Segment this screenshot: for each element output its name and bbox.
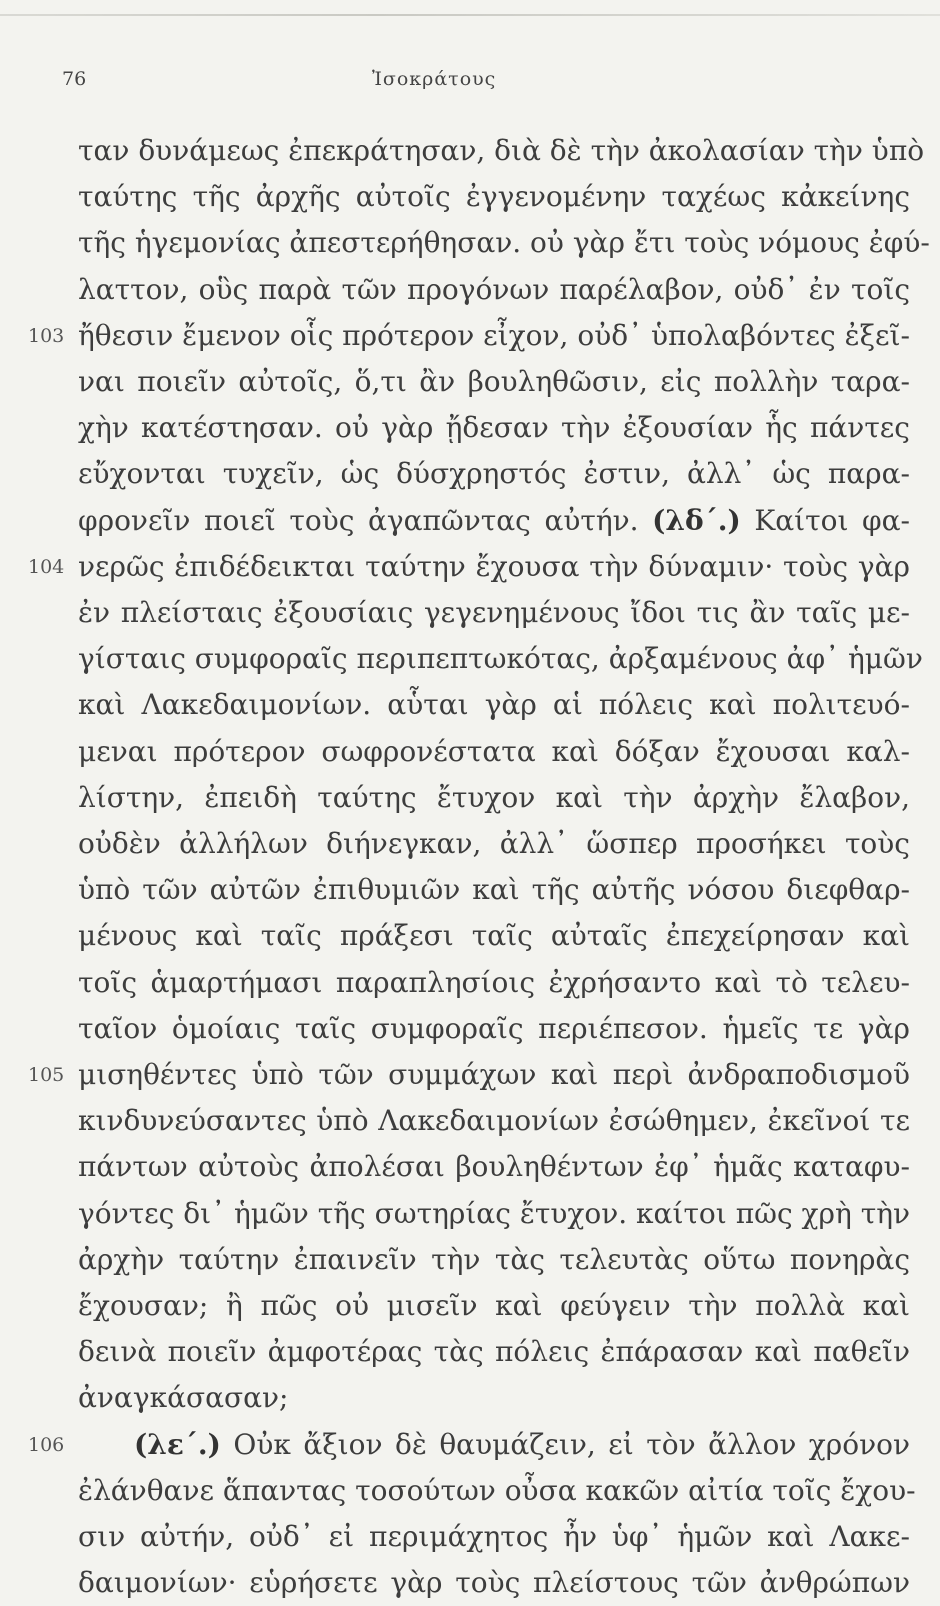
text-line-content: δεινὰ ποιεῖν ἀμφοτέρας τὰς πόλεις ἐπάρασαν καὶ παθεῖν (78, 1335, 910, 1368)
margin-section-number: 103 (28, 325, 65, 347)
text-line (78, 1514, 910, 1560)
text-line-content: γόντες δι᾽ ἡμῶν τῆς σωτηρίας ἔτυχον. καίτοι πῶς χρὴ τὴν (78, 1197, 910, 1230)
page-number: 76 (62, 68, 87, 90)
text-line (78, 1422, 910, 1468)
text-line-content: ἐν πλείσταις ἐξουσίαις γεγενημένους ἴδοι τις ἂν ταῖς με- (78, 596, 910, 629)
text-line (78, 636, 923, 682)
text-line (78, 729, 910, 775)
text-line (78, 682, 910, 728)
text-line-content: οὐδὲν ἀλλήλων διήνεγκαν, ἀλλ᾽ ὥσπερ προσήκει τοὺς (78, 827, 910, 860)
top-edge-rule (0, 14, 940, 16)
text-line-content: λαττον, οὓς παρὰ τῶν προγόνων παρέλαβον, οὐδ᾽ ἐν τοῖς (78, 273, 910, 306)
text-line (78, 1329, 910, 1375)
margin-section-number: 104 (28, 556, 65, 578)
text-line (78, 1375, 910, 1421)
text-line-content: ὑπὸ τῶν αὐτῶν ἐπιθυμιῶν καὶ τῆς αὐτῆς νόσου διεφθαρ- (78, 873, 910, 906)
text-line (78, 220, 930, 266)
text-line-content: Καίτοι φα- (740, 504, 911, 537)
text-line (78, 359, 910, 405)
text-line-content: μισηθέντες ὑπὸ τῶν συμμάχων καὶ περὶ ἀνδραποδισμοῦ (78, 1058, 910, 1091)
text-line-segment: φρονεῖν ποιεῖ τοὺς ἀγαπῶντας αὐτήν. (78, 504, 653, 537)
text-line (78, 1144, 910, 1190)
text-line (78, 821, 910, 867)
text-line-content: ἀρχὴν ταύτην ἐπαινεῖν τὴν τὰς τελευτὰς οὕτω πονηρὰς (78, 1243, 910, 1276)
text-line-content: λίστην, ἐπειδὴ ταύτης ἔτυχον καὶ τὴν ἀρχὴν ἔλαβον, (78, 781, 910, 814)
text-line (78, 174, 910, 220)
text-line-content: νερῶς ἐπιδέδεικται ταύτην ἔχουσα τὴν δύναμιν· τοὺς γὰρ (78, 550, 910, 583)
chapter-marker: (λε΄.) (134, 1428, 221, 1461)
text-line-content: ἐλάνθανε ἅπαντας τοσούτων οὖσα κακῶν αἰτία τοῖς ἔχου- (78, 1474, 916, 1507)
text-line-content: ἀναγκάσασαν; (78, 1381, 289, 1414)
text-line (78, 128, 925, 174)
text-line-content: ταν δυνάμεως ἐπεκράτησαν, διὰ δὲ τὴν ἀκολασίαν τὴν ὑπὸ (78, 134, 925, 167)
text-line (78, 913, 910, 959)
text-line-content: χὴν κατέστησαν. οὐ γὰρ ᾔδεσαν τὴν ἐξουσίαν ἧς πάντες (78, 411, 910, 444)
margin-section-number: 105 (28, 1064, 65, 1086)
text-line (78, 775, 910, 821)
text-line (78, 1237, 910, 1283)
text-line-content: κινδυνεύσαντες ὑπὸ Λακεδαιμονίων ἐσώθημεν, ἐκεῖνοί τε (78, 1104, 910, 1137)
text-line (78, 590, 910, 636)
text-line-content: δαιμονίων· εὑρήσετε γὰρ τοὺς πλείστους τῶν ἀνθρώπων (78, 1566, 910, 1599)
text-line (78, 498, 910, 544)
text-line (78, 313, 910, 359)
text-line-content: τοῖς ἁμαρτήμασι παραπλησίοις ἐχρήσαντο καὶ τὸ τελευ- (78, 966, 910, 999)
text-line-content: τῆς ἡγεμονίας ἀπεστερήθησαν. οὐ γὰρ ἔτι τοὺς νόμους ἐφύ- (78, 226, 930, 259)
text-line (78, 405, 910, 451)
text-line (78, 867, 910, 913)
text-line-content: ἤθεσιν ἔμενον οἷς πρότερον εἶχον, οὐδ᾽ ὑπολαβόντες ἐξεῖ- (78, 319, 910, 352)
text-line (78, 960, 910, 1006)
text-line (78, 1560, 910, 1606)
text-line-content: καὶ Λακεδαιμονίων. αὗται γὰρ αἱ πόλεις καὶ πολιτευό- (78, 688, 910, 721)
text-line-content: Οὐκ ἄξιον δὲ θαυμάζειν, εἰ τὸν ἄλλον χρόνον (220, 1428, 910, 1461)
text-line-content: μένους καὶ ταῖς πράξεσι ταῖς αὐταῖς ἐπεχείρησαν καὶ (78, 919, 910, 952)
text-line-content: ταῖον ὁμοίαις ταῖς συμφοραῖς περιέπεσον. ἡμεῖς τε γὰρ (78, 1012, 910, 1045)
running-title: Ἰσοκράτους (372, 68, 497, 90)
text-line-content: πάντων αὐτοὺς ἀπολέσαι βουληθέντων ἐφ᾽ ἡμᾶς καταφυ- (78, 1150, 910, 1183)
text-line-content: ταύτης τῆς ἀρχῆς αὐτοῖς ἐγγενομένην ταχέως κἀκείνης (78, 180, 910, 213)
text-line-content: ναι ποιεῖν αὐτοῖς, ὅ,τι ἂν βουληθῶσιν, εἰς πολλὴν ταρα- (78, 365, 910, 398)
text-line (78, 451, 910, 497)
text-line (78, 1098, 910, 1144)
page-header (0, 68, 940, 98)
text-line-content: ἔχουσαν; ἢ πῶς οὐ μισεῖν καὶ φεύγειν τὴν πολλὰ καὶ (78, 1289, 910, 1322)
text-line (78, 1006, 910, 1052)
text-line-content: γίσταις συμφοραῖς περιπεπτωκότας, ἀρξαμένους ἀφ᾽ ἡμῶν (78, 642, 923, 675)
text-line (78, 544, 910, 590)
text-line (78, 1052, 910, 1098)
text-line (78, 1191, 910, 1237)
text-line-content: σιν αὐτήν, οὐδ᾽ εἰ περιμάχητος ἦν ὑφ᾽ ἡμῶν καὶ Λακε- (78, 1520, 910, 1553)
text-line-content: μεναι πρότερον σωφρονέστατα καὶ δόξαν ἔχουσαι καλ- (78, 735, 910, 768)
text-line (78, 267, 910, 313)
text-line (78, 1468, 916, 1514)
text-line (78, 1283, 910, 1329)
chapter-marker: (λδ΄.) (652, 504, 741, 537)
text-line-content: εὔχονται τυχεῖν, ὡς δύσχρηστός ἐστιν, ἀλλ᾽ ὡς παρα- (78, 457, 910, 490)
margin-section-number: 106 (28, 1434, 65, 1456)
